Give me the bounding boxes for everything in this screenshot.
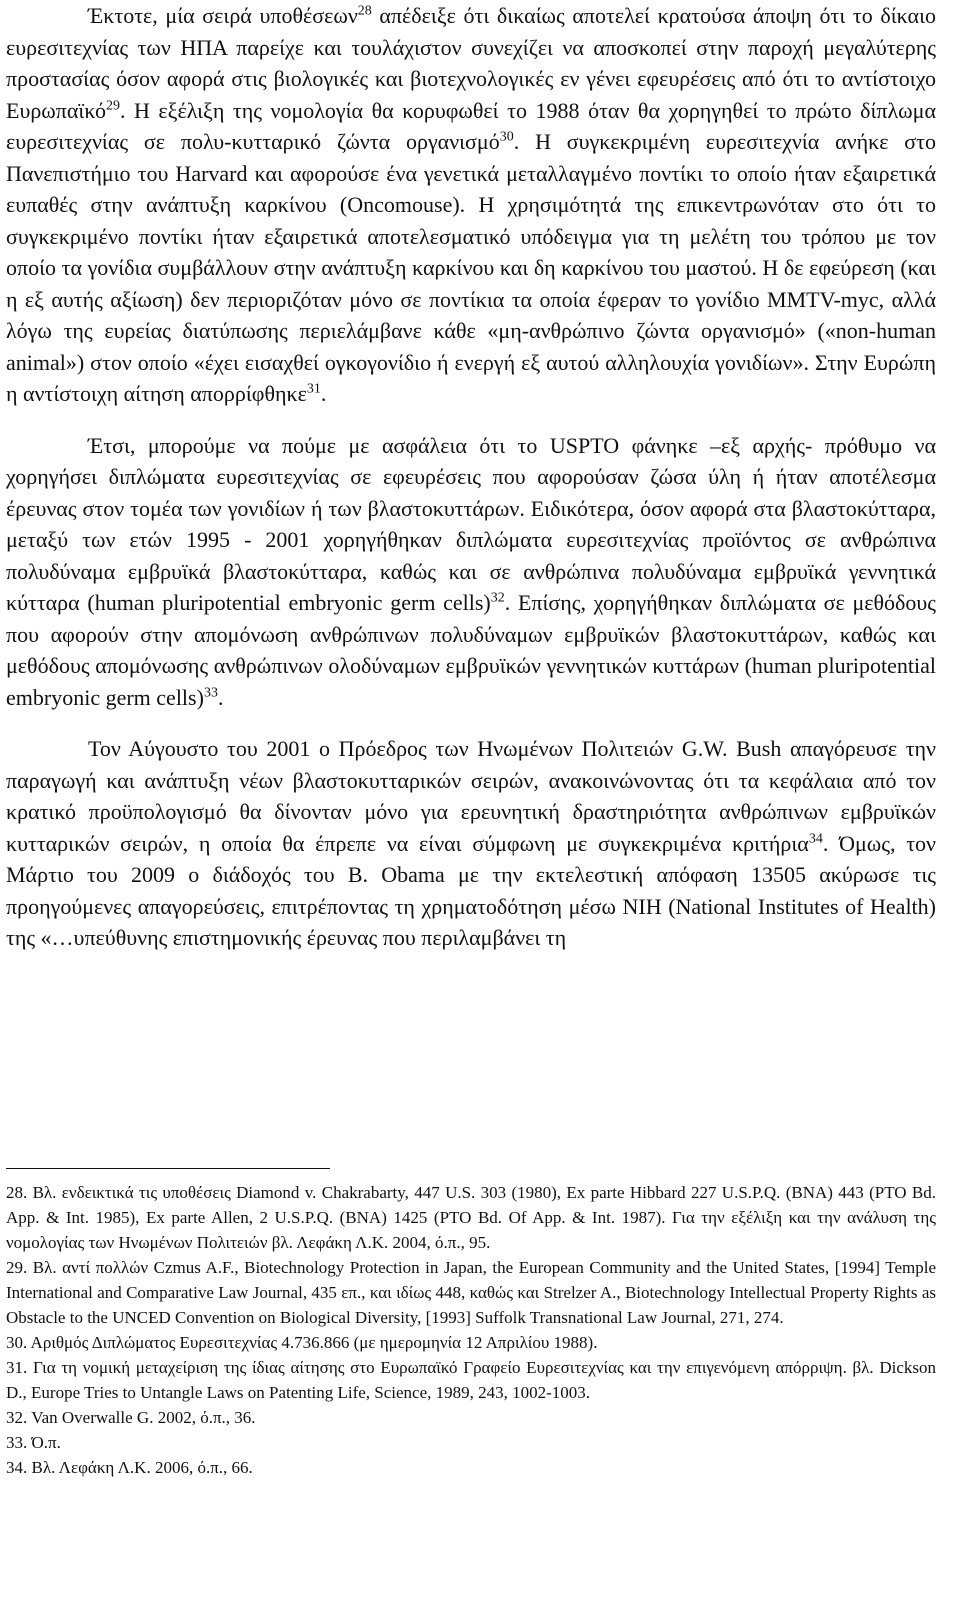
paragraph-1 (6, 0, 936, 410)
paragraph-3-text-a: Τον Αύγουστο του 2001 ο Πρόεδρος των Ηνωμένων Πολιτειών G.W. Bush απαγόρευσε την παραγωγή και ανάπτυξη νέων βλαστοκυτταρικών σειρών, ανακοινώνοντας ότι τα κεφάλαια από τον κρατικό προϋπολογισμό θα δίνονταν μόνο για ερευνητική δραστηριότητα ανθρώπινων εμβρυϊκών κυτταρικών σειρών, η οποία θα έπρεπε να είναι σύμφωνη με συγκεκριμένα κριτήρια (6, 736, 936, 856)
footnote-ref-31[interactable]: 31 (306, 381, 321, 397)
footnote-separator (6, 1168, 330, 1169)
footnote-32: 32. Van Overwalle G. 2002, ό.π., 36. (6, 1408, 256, 1427)
footnote-31: 31. Για τη νομική μεταχείριση της ίδιας αίτησης στο Ευρωπαϊκό Γραφείο Ευρεσιτεχνίας και την επιγενόμενη απόρριψη. βλ. Dickson D., Europe Tries to Untangle Laws on Patenting Life, Science, 1989, 243, 1002-1003. (6, 1358, 936, 1402)
footnote-ref-30[interactable]: 30 (499, 129, 514, 145)
footnote-34: 34. Βλ. Λεφάκη Λ.Κ. 2006, ό.π., 66. (6, 1458, 253, 1477)
footnote-ref-33[interactable]: 33 (203, 685, 218, 701)
footnote-ref-28[interactable]: 28 (357, 3, 372, 19)
footnotes (6, 1180, 936, 1480)
footnote-29: 29. Βλ. αντί πολλών Czmus A.F., Biotechnology Protection in Japan, the European Community and the United States, [1994] Temple International and Comparative Law Journal, 435 επ., και ιδίως 448, καθώς και Strelzer A., Biotechnology Intellectual Property Rights as Obstacle to the UNCED Convention on Biological Diversity, [1993] Suffolk Transnational Law Journal, 271, 274. (6, 1258, 936, 1327)
footnote-33: 33. Ό.π. (6, 1433, 61, 1452)
footnote-30: 30. Αριθμός Διπλώματος Ευρεσιτεχνίας 4.736.866 (με ημερομηνία 12 Απριλίου 1988). (6, 1333, 598, 1352)
paragraph-2 (6, 430, 936, 714)
footnote-ref-32[interactable]: 32 (490, 590, 505, 606)
main-body (6, 0, 936, 954)
paragraph-2-text-b: . Επίσης, χορηγήθηκαν διπλώματα σε μεθόδους που αφορούν στην απομόνωση ανθρώπινων πολυδύναμων εμβρυϊκών βλαστοκυττάρων, καθώς και μεθόδους απομόνωσης ανθρώπινων ολοδύναμων εμβρυϊκών γεννητικών κυττάρων (human pluripotential embryonic germ cells) (6, 590, 936, 710)
paragraph-2-text-c: . (217, 684, 224, 710)
paragraph-1-text-e: . (320, 381, 327, 406)
footnote-ref-29[interactable]: 29 (105, 98, 120, 114)
paragraph-1-text-d: . Η συγκεκριμένη ευρεσιτεχνία ανήκε στο Πανεπιστήμιο του Harvard και αφορούσε ένα γενετικά μεταλλαγμένο ποντίκι το οποίο ήταν εξαιρετικά ευπαθές στην ανάπτυξη καρκίνου (Oncomouse). Η χρησιμότητά της επικεντρωνόταν στο ότι το συγκεκριμένο ποντίκι ήταν εξαιρετικά αποτελεσματικό υπόδειγμα για τη μελέτη του τρόπου με τον οποίο τα γονίδια συμβάλλουν στην ανάπτυξη καρκίνου και δη καρκίνου του μαστού. Η δε εφεύρεση (και η εξ αυτής αξίωση) δεν περιοριζόταν μόνο σε ποντίκια τα οποία έφεραν το γονίδιο MMTV-myc, αλλά λόγω της ευρείας διατύπωσης περιελάμβανε κάθε «μη-ανθρώπινο ζώντα οργανισμό» («non-human animal») στον οποίο «έχει εισαχθεί ογκογονίδιο ή ενεργή εξ αυτού αλληλουχία γονιδίων». Στην Ευρώπη η αντίστοιχη αίτηση απορρίφθηκε (6, 129, 936, 406)
paragraph-3 (6, 733, 936, 954)
paragraph-1-text-b: απέδειξε ότι δικαίως αποτελεί κρατούσα άποψη ότι το δίκαιο ευρεσιτεχνίας των ΗΠΑ παρείχε και τουλάχιστον συνεχίζει να αποσκοπεί στην παροχή μεγαλύτερης προστασίας όσον αφορά στις βιολογικές και βιοτεχνολογικές εν γένει εφευρέσεις από ότι το αντίστοιχο Ευρωπαϊκό (6, 3, 936, 123)
paragraph-1-text-c: . Η εξέλιξη της νομολογία θα κορυφωθεί το 1988 όταν θα χορηγηθεί το πρώτο δίπλωμα ευρεσιτεχνίας σε πολυ-κυτταρικό ζώντα οργανισμό (6, 97, 936, 154)
footnote-28: 28. Βλ. ενδεικτικά τις υποθέσεις Diamond v. Chakrabarty, 447 U.S. 303 (1980), Ex parte Hibbard 227 U.S.P.Q. (BNA) 443 (PTO Bd. App. & Int. 1985), Ex parte Allen, 2 U.S.P.Q. (BNA) 1425 (PTO Bd. Of App. & Int. 1987). Για την εξέλιξη και την ανάλυση της νομολογίας των Ηνωμένων Πολιτειών βλ. Λεφάκη Λ.Κ. 2004, ό.π., 95. (6, 1183, 936, 1252)
footnote-ref-34[interactable]: 34 (808, 831, 823, 847)
paragraph-1-text-a: Έκτοτε, μία σειρά υποθέσεων (88, 3, 358, 28)
paragraph-3-text-b: . Όμως, τον Μάρτιο του 2009 ο διάδοχός του B. Obama με την εκτελεστική απόφαση 13505 ακύρωσε τις προηγούμενες απαγορεύσεις, επιτρέποντας τη χρηματοδότηση μέσω NIH (National Institutes of Health) της «…υπεύθυνης επιστημονικής έρευνας που περιλαμβάνει τη (6, 830, 936, 950)
paragraph-2-text-a: Έτσι, μπορούμε να πούμε με ασφάλεια ότι το USPTO φάνηκε –εξ αρχής- πρόθυμο να χορηγήσει διπλώματα ευρεσιτεχνίας σε εφευρέσεις που αφορούσαν ζώσα ύλη ή ήταν αποτέλεσμα έρευνας στον τομέα των γονιδίων ή των βλαστοκυττάρων. Ειδικότερα, όσον αφορά στα βλαστοκύτταρα, μεταξύ των ετών 1995 - 2001 χορηγήθηκαν διπλώματα ευρεσιτεχνίας προϊόντος σε ανθρώπινα πολυδύναμα εμβρυϊκά βλαστοκύτταρα, καθώς και σε ανθρώπινα πολυδύναμα εμβρυϊκά γεννητικά κύτταρα (human pluripotential embryonic germ cells) (6, 432, 936, 615)
